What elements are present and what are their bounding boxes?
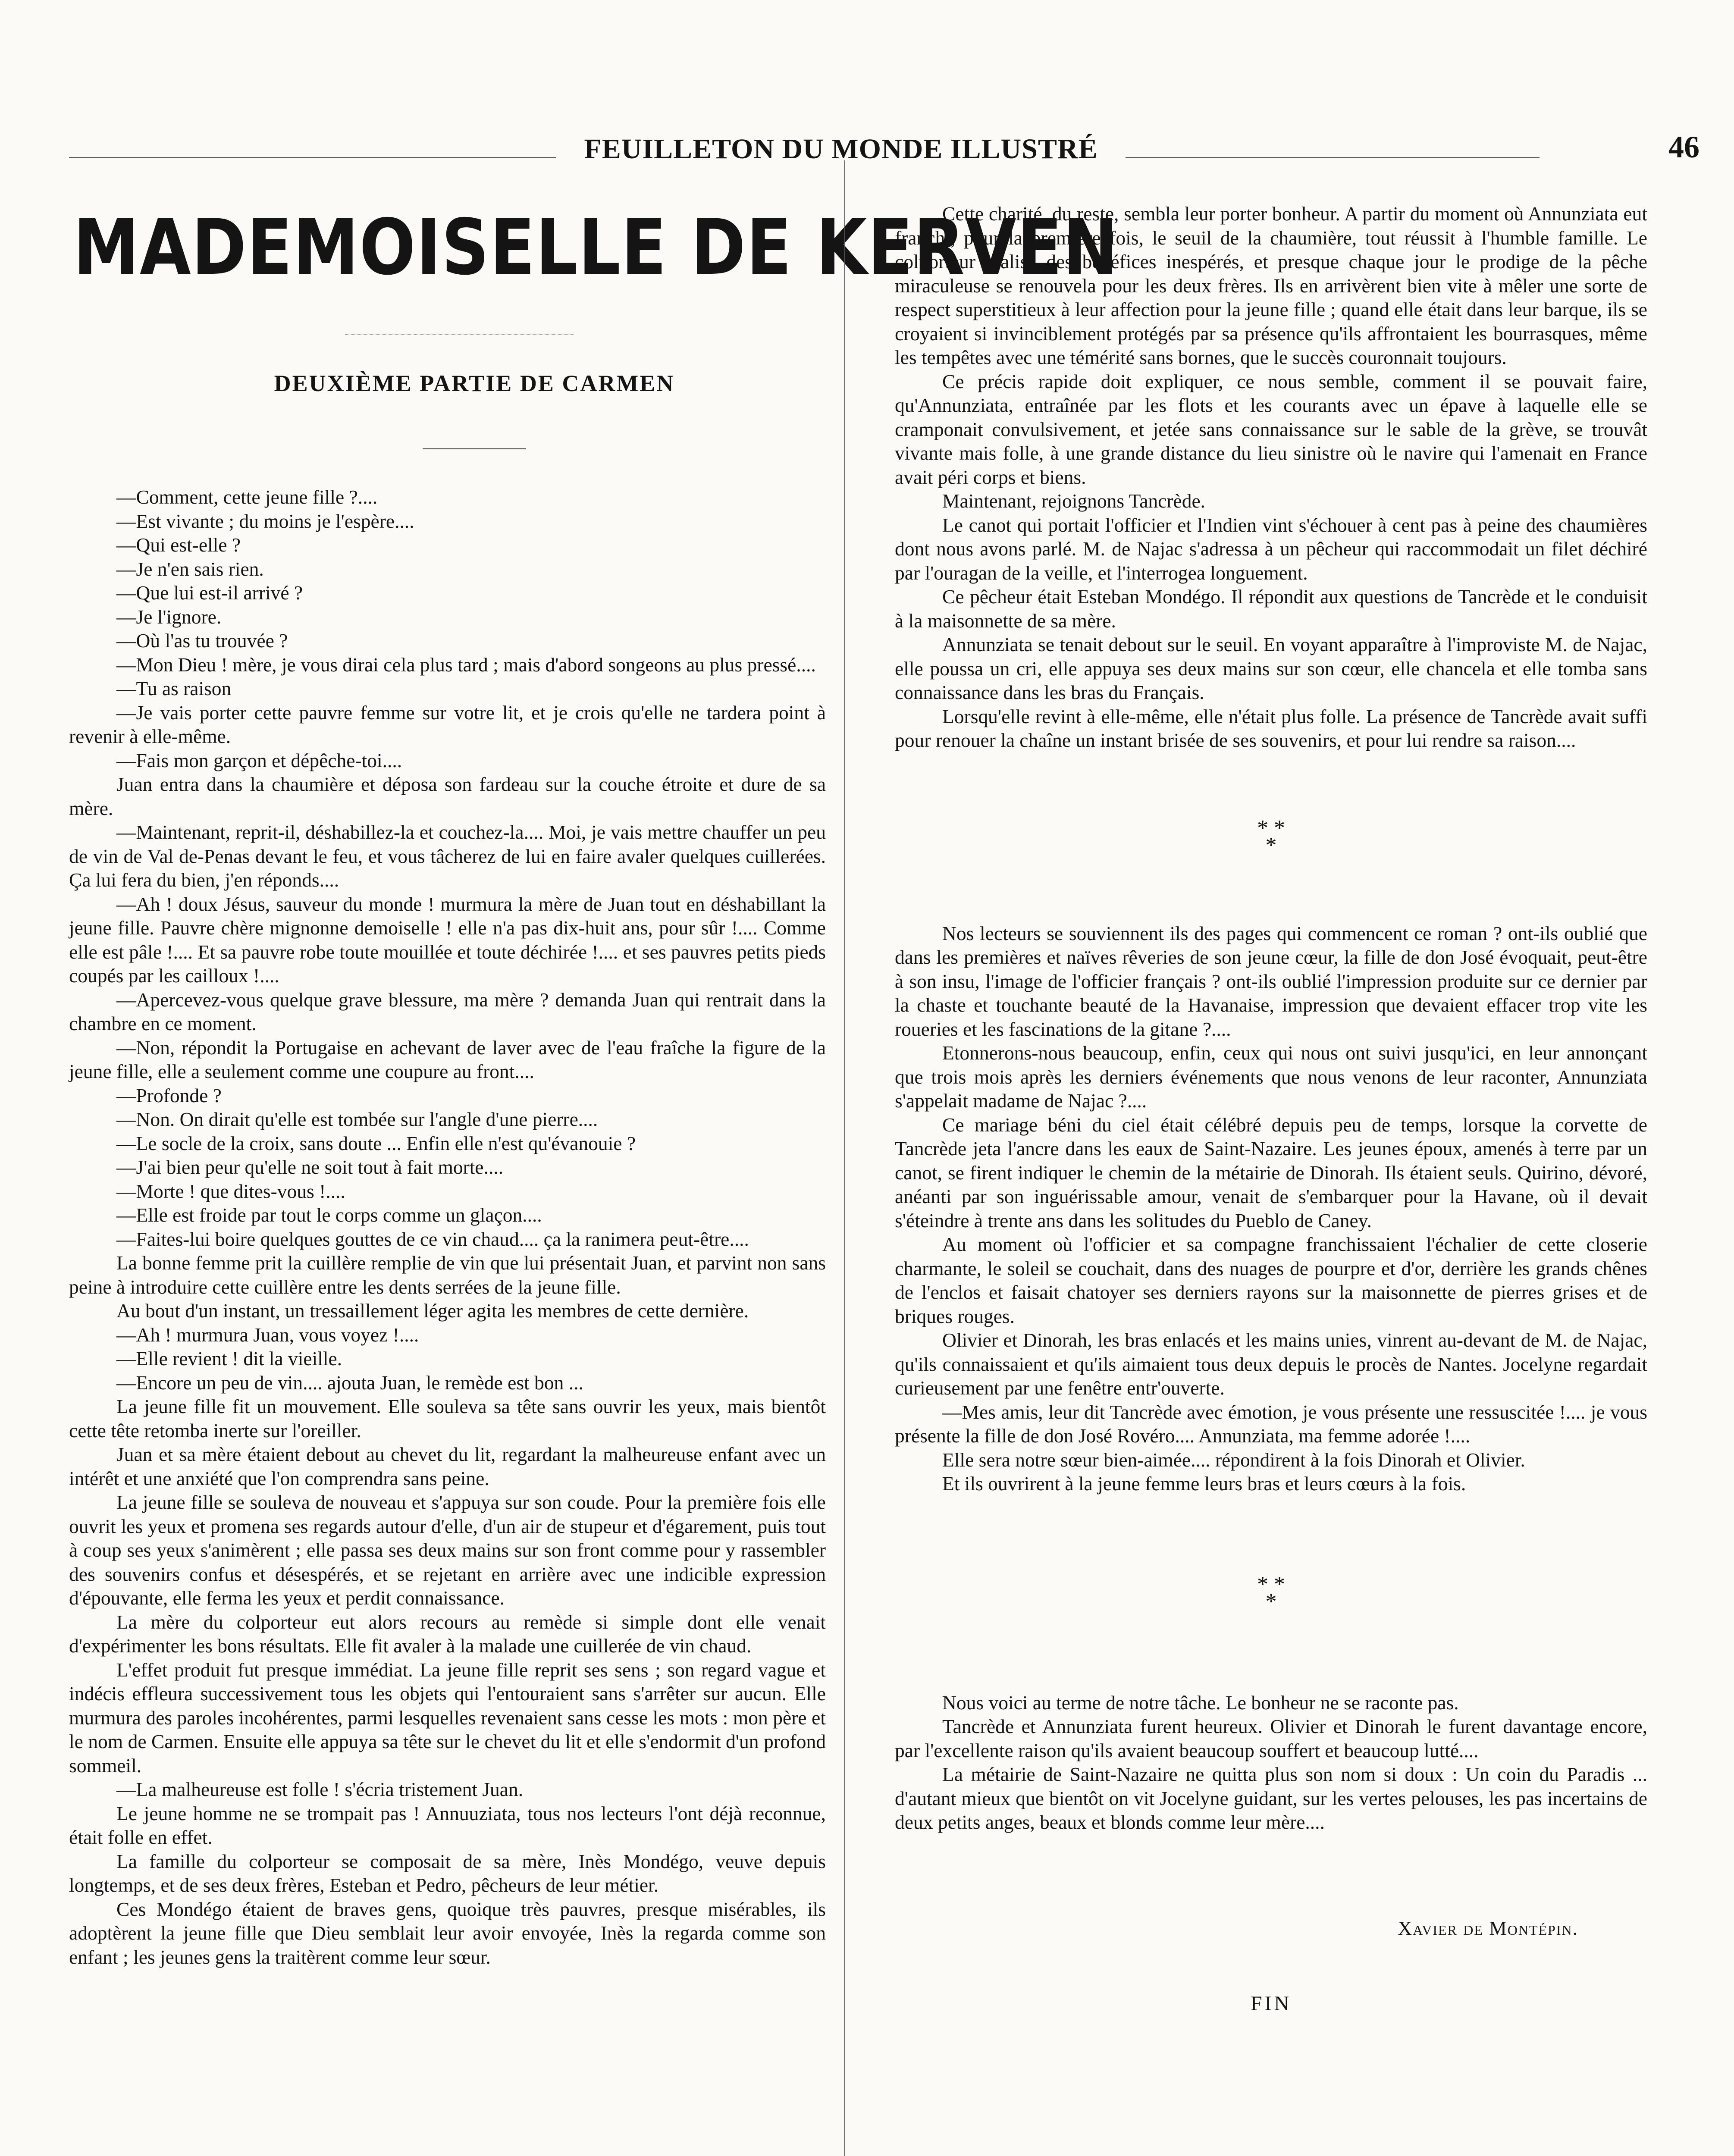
paragraph: Ce précis rapide doit expliquer, ce nous semble, comment il se pouvait faire, qu'Annunziata, entraînée par les flots et les courants avec un épave à laquelle elle se cramponait convulsivement, et jetée sans connaissance sur le sable de la grève, se trouvât vivante mais folle, à une grande distance du lieu sinistre où le navire qui l'amenait en France avait péri corps et biens. xyxy=(895,370,1647,488)
paragraph: Le jeune homme ne se trompait pas ! Annuuziata, tous nos lecteurs l'ont déjà reconnue, était folle en effet. xyxy=(69,1802,826,1848)
story-title: MADEMOISELLE DE KERVEN xyxy=(73,203,1119,292)
right-column xyxy=(895,202,1647,2016)
paragraph: Etonnerons-nous beaucoup, enfin, ceux qui nous ont suivi jusqu'ici, en leur annonçant que trois mois après les derniers événements que nous venons de leur raconter, Annunziata s'appelait madame de Najac ?.... xyxy=(895,1042,1647,1112)
column-divider xyxy=(844,160,845,2156)
right-section-1 xyxy=(895,202,1647,752)
paragraph: —Mes amis, leur dit Tancrède avec émotion, je vous présente une ressuscitée !.... je vous présente la fille de don José Rovéro.... Annunziata, ma femme adorée !.... xyxy=(895,1401,1647,1447)
paragraph: —Je l'ignore. xyxy=(116,605,222,628)
paragraph: Et ils ouvrirent à la jeune femme leurs bras et leurs cœurs à la fois. xyxy=(942,1473,1466,1495)
paragraph: Nous voici au terme de notre tâche. Le bonheur ne se raconte pas. xyxy=(942,1691,1459,1714)
paragraph: La bonne femme prit la cuillère remplie de vin que lui présentait Juan, et parvint non sans peine à introduire cette cuillère entre les dents serrées de la jeune fille. xyxy=(69,1252,826,1298)
subtitle-divider xyxy=(423,448,526,449)
paragraph: Annunziata se tenait debout sur le seuil. En voyant apparaître à l'improviste M. de Najac, elle poussa un cri, elle appuya ses deux mains sur son cœur, elle chancela et elle tomba sans connaissance dans les bras du Français. xyxy=(895,633,1647,703)
paragraph: —Est vivante ; du moins je l'espère.... xyxy=(116,510,414,532)
paragraph: La jeune fille fit un mouvement. Elle souleva sa tête sans ouvrir les yeux, mais bientôt cette tête retomba inerte sur l'oreiller. xyxy=(69,1395,826,1442)
paragraph: Elle sera notre sœur bien-aimée.... répondirent à la fois Dinorah et Olivier. xyxy=(942,1448,1525,1471)
paragraph: —Que lui est-il arrivé ? xyxy=(116,582,303,604)
paragraph: —Qui est-elle ? xyxy=(116,534,241,556)
paragraph: —Non. On dirait qu'elle est tombée sur l'angle d'une pierre.... xyxy=(116,1108,598,1130)
title-divider xyxy=(345,334,574,335)
paragraph: —Mon Dieu ! mère, je vous dirai cela plus tard ; mais d'abord songeons au plus pressé.... xyxy=(116,653,816,676)
paragraph: Au moment où l'officier et sa compagne franchissaient l'échalier de cette closerie charmante, le soleil se couchait, dans des nuages de pourpre et d'or, derrière les grands chênes de l'enclos et faisait chatoyer ses derniers rayons sur la maisonnette de pierres grises et de briques rouges. xyxy=(895,1233,1647,1327)
paragraph: —Je vais porter cette pauvre femme sur votre lit, et je crois qu'elle ne tardera point à revenir à elle-même. xyxy=(69,701,826,747)
paragraph: —Elle est froide par tout le corps comme un glaçon.... xyxy=(116,1204,542,1226)
paragraph: —Elle revient ! dit la vieille. xyxy=(116,1348,342,1369)
paragraph: Tancrède et Annunziata furent heureux. Olivier et Dinorah le furent davantage encore, par l'excellente raison qu'ils avaient beaucoup souffert et beaucoup lutté.... xyxy=(895,1715,1647,1761)
paragraph: Juan et sa mère étaient debout au chevet du lit, regardant la malheureuse enfant avec un intérêt et une anxiété que l'on comprendra sans peine. xyxy=(69,1443,826,1489)
paragraph: La mère du colporteur eut alors recours au remède si simple dont elle venait d'expérimenter les bons résultats. Elle fit avaler à la malade une cuillerée de vin chaud. xyxy=(69,1611,826,1657)
right-section-3 xyxy=(895,1691,1647,1834)
paragraph: —Comment, cette jeune fille ?.... xyxy=(116,486,378,508)
paragraph: Au bout d'un instant, un tressaillement léger agita les membres de cette dernière. xyxy=(116,1300,749,1322)
author-signature: Xavier de Montépin. xyxy=(1398,1917,1578,1939)
section-separator-stars-2: * * * xyxy=(1257,1572,1285,1614)
paragraph: —J'ai bien peur qu'elle ne soit tout à fait morte.... xyxy=(116,1156,504,1178)
paragraph: Cette charité, du reste, sembla leur porter bonheur. A partir du moment où Annunziata eut franchi, pour la première fois, le seuil de la chaumière, tout réussit à l'humble famille. Le colporteur réalisa des bénéfices inespérés, et presque chaque jour le prodige de la pêche miraculeuse se renouvela pour les deux frères. Ils en arrivèrent bien vite à mêler une sorte de respect superstitieux à leur affection pour la jeune fille ; quand elle était dans leur barque, ils se croyaient si invinciblement protégés par sa présence qu'ils affrontaient les bourrasques, même les tempêtes avec une témérité sans bornes, que le succès couronnait toujours. xyxy=(895,203,1647,368)
paragraph: Ces Mondégo étaient de braves gens, quoique très pauvres, presque misérables, ils adoptèrent la jeune fille que Dieu semblait leur avoir envoyée, Inès la regarda comme son enfant ; les jeunes gens la traitèrent comme leur sœur. xyxy=(69,1898,826,1968)
paragraph: L'effet produit fut presque immédiat. La jeune fille reprit ses sens ; son regard vague et indécis effleura successivement tous les objets qui l'entouraient sans s'arrêter sur aucun. Elle murmura des paroles incohérentes, parmi lesquelles revenaient sans cesse les mots : mon père et le nom de Carmen. Ensuite elle appuya sa tête sur le chevet du lit et elle s'endormit d'un profond sommeil. xyxy=(69,1658,826,1777)
paragraph: Juan entra dans la chaumière et déposa son fardeau sur la couche étroite et dure de sa mère. xyxy=(69,773,826,819)
fin-marker: FIN xyxy=(1250,1992,1292,2015)
header-rule-right xyxy=(1126,157,1540,158)
paragraph: —Encore un peu de vin.... ajouta Juan, le remède est bon ... xyxy=(116,1371,583,1394)
paragraph: Ce pêcheur était Esteban Mondégo. Il répondit aux questions de Tancrède et le conduisit à la maisonnette de sa mère. xyxy=(895,586,1647,632)
paragraph: Ce mariage béni du ciel était célébré depuis peu de temps, lorsque la corvette de Tancrède jeta l'ancre dans les eaux de Saint-Nazaire. Les jeunes époux, amenés à terre par un canot, se firent indiquer le chemin de la métairie de Dinorah. Ils étaient seuls. Quirino, dévoré, anéanti par son inguérissable amour, venait de s'embarquer pour la Havane, où il devait s'éteindre à trente ans dans les solitudes du Pueblo de Caney. xyxy=(895,1113,1647,1232)
paragraph: —Morte ! que dites-vous !.... xyxy=(116,1180,345,1202)
paragraph: La métairie de Saint-Nazaire ne quitta plus son nom si doux : Un coin du Paradis ... d'autant mieux que bientôt on vit Jocelyne guidant, sur les vertes pelouses, les pas incertains de deux petits anges, beaux et blonds comme leur mère.... xyxy=(895,1763,1647,1833)
paragraph: —Où l'as tu trouvée ? xyxy=(116,630,288,652)
paragraph: —Maintenant, reprit-il, déshabillez-la et couchez-la.... Moi, je vais mettre chauffer un peu de vin de Val de-Penas devant le feu, et vous tâcherez de lui en faire avaler quelques cuillerées. Ça lui fera du bien, j'en réponds.... xyxy=(69,821,826,891)
paragraph: La famille du colporteur se composait de sa mère, Inès Mondégo, veuve depuis longtemps, et de ses deux frères, Esteban et Pedro, pêcheurs de leur métier. xyxy=(69,1850,826,1896)
paragraph: —Ah ! doux Jésus, sauveur du monde ! murmura la mère de Juan tout en déshabillant la jeune fille. Pauvre chère mignonne demoiselle ! elle n'a pas dix-huit ans, pour sûr !.... Comme elle est pâle !.... Et sa pauvre robe toute mouillée et toute déchirée !.... et ses pauvres petits pieds coupés par les cailloux !.... xyxy=(69,893,826,987)
paragraph: Lorsqu'elle revint à elle-même, elle n'était plus folle. La présence de Tancrède avait suffi pour renouer la chaîne un instant brisée de ses souvenirs, et pour lui rendre sa raison.... xyxy=(895,705,1647,751)
paragraph: —Je n'en sais rien. xyxy=(116,558,264,580)
story-subtitle: DEUXIÈME PARTIE DE CARMEN xyxy=(274,370,675,396)
paragraph: —Faites-lui boire quelques gouttes de ce vin chaud.... ça la ranimera peut-être.... xyxy=(116,1228,749,1250)
section-separator-stars: * * * xyxy=(1257,815,1285,858)
paragraph: —Non, répondit la Portugaise en achevant de laver avec de l'eau fraîche la figure de la jeune fille, elle a seulement comme une coupure au front.... xyxy=(69,1036,826,1082)
header-rule-left xyxy=(69,157,556,158)
paragraph: —Fais mon garçon et dépêche-toi.... xyxy=(116,749,402,771)
paragraph: —Tu as raison xyxy=(116,677,232,699)
right-section-2 xyxy=(895,921,1647,1496)
paragraph: —Le socle de la croix, sans doute ... Enfin elle n'est qu'évanouie ? xyxy=(116,1132,636,1154)
left-column xyxy=(69,485,826,1969)
page-number: 46 xyxy=(1668,130,1700,164)
paragraph: Maintenant, rejoignons Tancrède. xyxy=(942,490,1206,512)
paragraph: —La malheureuse est folle ! s'écria tristement Juan. xyxy=(116,1778,524,1800)
paragraph: —Ah ! murmura Juan, vous voyez !.... xyxy=(116,1323,419,1346)
paragraph: Le canot qui portait l'officier et l'Indien vint s'échouer à cent pas à peine des chaumières dont nous avons parlé. M. de Najac s'adressa à un pêcheur qui raccommodait un filet déchiré par l'ouragan de la veille, et l'interrogea longuement. xyxy=(895,514,1647,584)
paragraph: La jeune fille se souleva de nouveau et s'appuya sur son coude. Pour la première fois elle ouvrit les yeux et promena ses regards autour d'elle, d'un air de stupeur et d'égarement, puis tout à coup ses yeux s'animèrent ; elle passa ses deux mains sur son front comme pour y rassembler des souvenirs confus et désespérés, et se rejetant en arrière avec une indicible expression d'épouvante, elle ferma les yeux et perdit connaissance. xyxy=(69,1491,826,1609)
running-head: FEUILLETON DU MONDE ILLUSTRÉ xyxy=(584,133,1098,165)
paragraph: —Profonde ? xyxy=(116,1084,222,1106)
paragraph: —Apercevez-vous quelque grave blessure, ma mère ? demanda Juan qui rentrait dans la chambre en ce moment. xyxy=(69,988,826,1034)
paragraph: Olivier et Dinorah, les bras enlacés et les mains unies, vinrent au-devant de M. de Najac, qu'ils connaissaient et qu'ils aimaient tous deux depuis le procès de Nantes. Jocelyne regardait curieusement par une fenêtre entr'ouverte. xyxy=(895,1329,1647,1399)
paragraph: Nos lecteurs se souviennent ils des pages qui commencent ce roman ? ont-ils oublié que dans les premières et naïves rêveries de son jeune cœur, la fille de don José évoquait, peut-être à son insu, l'image de l'officier français ? ont-ils oublié l'impression produite sur ce dernier par la chaste et touchante beauté de la Havanaise, impression que devaient effacer trop vite les roueries et les fascinations de la gitane ?.... xyxy=(895,922,1647,1040)
